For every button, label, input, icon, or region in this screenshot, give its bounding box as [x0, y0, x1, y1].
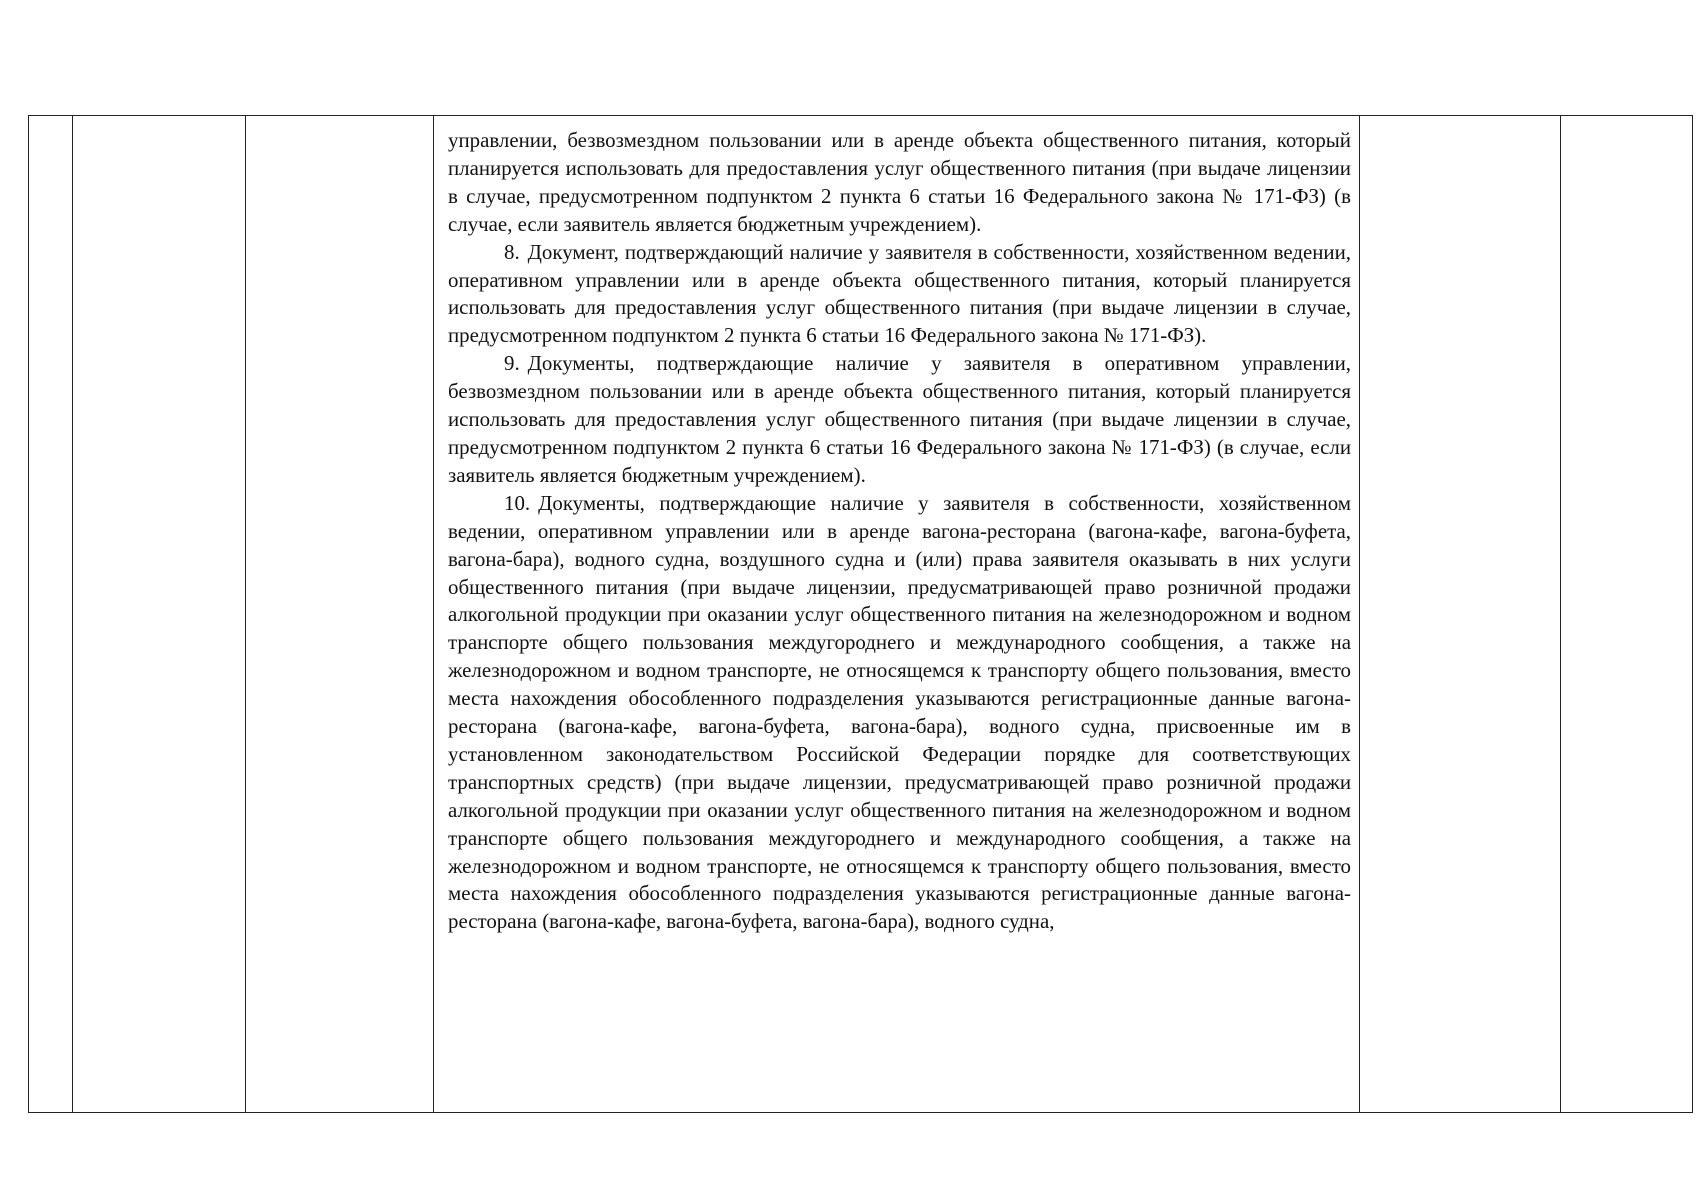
table-row: [29, 116, 1693, 1113]
document-table: [28, 115, 1693, 1113]
paragraph-number: 9.: [504, 351, 520, 376]
table-cell-service: [73, 116, 246, 1113]
table-cell-documents: [434, 116, 1360, 1113]
document-paragraph-8: [448, 239, 1351, 351]
table-cell-notes: [1360, 116, 1561, 1113]
document-paragraph-9: [448, 350, 1351, 490]
table-cell-category: [246, 116, 434, 1113]
paragraph-number: 8.: [504, 239, 520, 264]
paragraph-text: Документы, подтверждающие наличие у заявителя в собственности, хозяйственном ведении, оперативном управлении или в аренде вагона-ресторана (вагона-кафе, вагона-буфета, вагона-бара), водного судна, воздушного судна и (или) права заявителя оказывать в них услуги общественного питания (при выдаче лицензии, предусматривающей право розничной продажи алкогольной продукции при оказании услуг общественного питания на железнодорожном и водном транспорте общего пользования междугороднего и международного сообщения, а также на железнодорожном и водном транспорте, не относящемся к транспорту общего пользования, вместо места нахождения обособленного подразделения указываются регистрационные данные вагона-ресторана (вагона-кафе, вагона-буфета, вагона-бара), водного судна, присвоенные им в установленном законодательством Российской Федерации порядке для соответствующих транспортных средств) (при выдаче лицензии, предусматривающей право розничной продажи алкогольной продукции при оказании услуг общественного питания на железнодорожном и водном транспорте общего пользования междугороднего и международного сообщения, а также на железнодорожном и водном транспорте, не относящемся к транспорту общего пользования, вместо места нахождения обособленного подразделения указываются регистрационные данные вагона-ресторана (вагона-кафе, вагона-буфета, вагона-бара), водного судна,: [448, 490, 1351, 934]
document-paragraph-continuation: [448, 127, 1351, 239]
paragraph-text: Документы, подтверждающие наличие у заявителя в оперативном управлении, безвозмездном пользовании или в аренде объекта общественного питания, который планируется использовать для предоставления услуг общественного питания (при выдаче лицензии в случае, предусмотренном подпунктом 2 пункта 6 статьи 16 Федерального закона № 171-ФЗ) (в случае, если заявитель является бюджетным учреждением).: [448, 351, 1351, 487]
document-paragraph-10: [448, 490, 1351, 937]
paragraph-text: управлении, безвозмездном пользовании или в аренде объекта общественного питания, который планируется использовать для предоставления услуг общественного питания (при выдаче лицензии в случае, предусмотренном подпунктом 2 пункта 6 статьи 16 Федерального закона № 171-ФЗ) (в случае, если заявитель является бюджетным учреждением).: [448, 128, 1351, 236]
table-cell-number: [29, 116, 73, 1113]
paragraph-text: Документ, подтверждающий наличие у заявителя в собственности, хозяйственном ведении, оперативном управлении или в аренде объекта общественного питания, который планируется использовать для предоставления услуг общественного питания (при выдаче лицензии в случае, предусмотренном подпунктом 2 пункта 6 статьи 16 Федерального закона № 171-ФЗ).: [448, 239, 1351, 348]
table-cell-extra: [1561, 116, 1693, 1113]
paragraph-number: 10.: [504, 490, 531, 515]
